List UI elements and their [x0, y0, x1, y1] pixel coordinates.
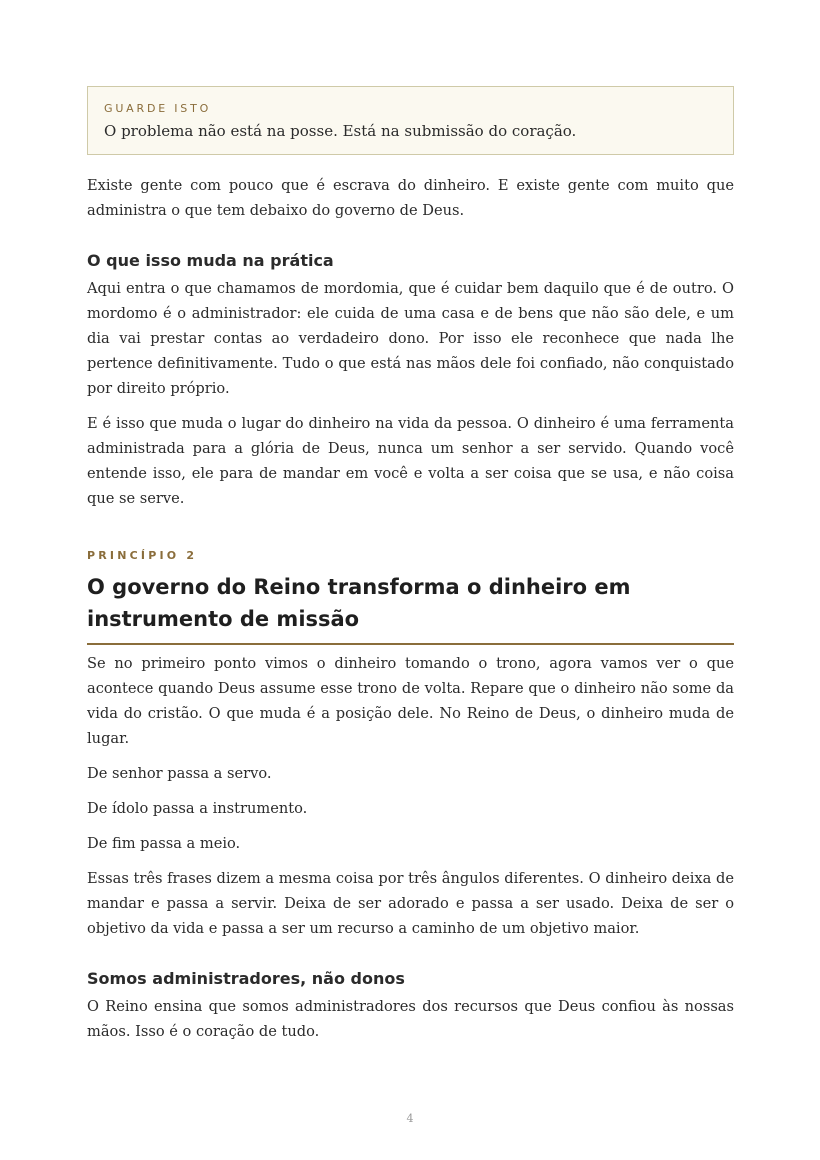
callout-label: GUARDE ISTO — [104, 102, 212, 115]
section-kicker: PRINCÍPIO 2 — [87, 549, 198, 562]
callout-box — [87, 86, 734, 155]
short-line: De fim passa a meio. — [87, 835, 241, 852]
short-line: De senhor passa a servo. — [87, 765, 272, 782]
short-line: De ídolo passa a instrumento. — [87, 800, 308, 817]
paragraph: E é isso que muda o lugar do dinheiro na vida da pessoa. O dinheiro é uma ferramenta administrada para a glória de Deus, nunca um senhor a ser servido. Quando você entende isso, ele para de mandar em você e volta a ser coisa que se usa, e não coisa que se serve. — [87, 415, 734, 507]
paragraph: Existe gente com pouco que é escrava do dinheiro. E existe gente com muito que administra o que tem debaixo do governo de Deus. — [87, 177, 734, 219]
paragraph: Aqui entra o que chamamos de mordomia, que é cuidar bem daquilo que é de outro. O mordomo é o administrador: ele cuida de uma casa e de bens que não são dele, e um dia vai prestar contas ao verdadeiro dono. Por isso ele reconhece que nada lhe pertence definitivamente. Tudo o que está nas mãos dele foi confiado, não conquistado por direito próprio. — [87, 280, 734, 397]
subheading-pratica: O que isso muda na prática — [87, 251, 334, 270]
subheading-admin: Somos administradores, não donos — [87, 969, 405, 988]
page-content — [87, 86, 734, 1044]
paragraph: Se no primeiro ponto vimos o dinheiro tomando o trono, agora vamos ver o que acontece quando Deus assume esse trono de volta. Repare que o dinheiro não some da vida do cristão. O que muda é a posição dele. No Reino de Deus, o dinheiro muda de lugar. — [87, 655, 734, 747]
page-number: 4 — [406, 1112, 414, 1125]
section-title: O governo do Reino transforma o dinheiro em instrumento de missão — [87, 571, 734, 645]
callout-text: O problema não está na posse. Está na submissão do coração. — [104, 122, 577, 140]
paragraph: Essas três frases dizem a mesma coisa por três ângulos diferentes. O dinheiro deixa de mandar e passa a servir. Deixa de ser adorado e passa a ser usado. Deixa de ser o objetivo da vida e passa a ser um recurso a caminho de um objetivo maior. — [87, 870, 734, 937]
paragraph: O Reino ensina que somos administradores dos recursos que Deus confiou às nossas mãos. Isso é o coração de tudo. — [87, 998, 734, 1040]
